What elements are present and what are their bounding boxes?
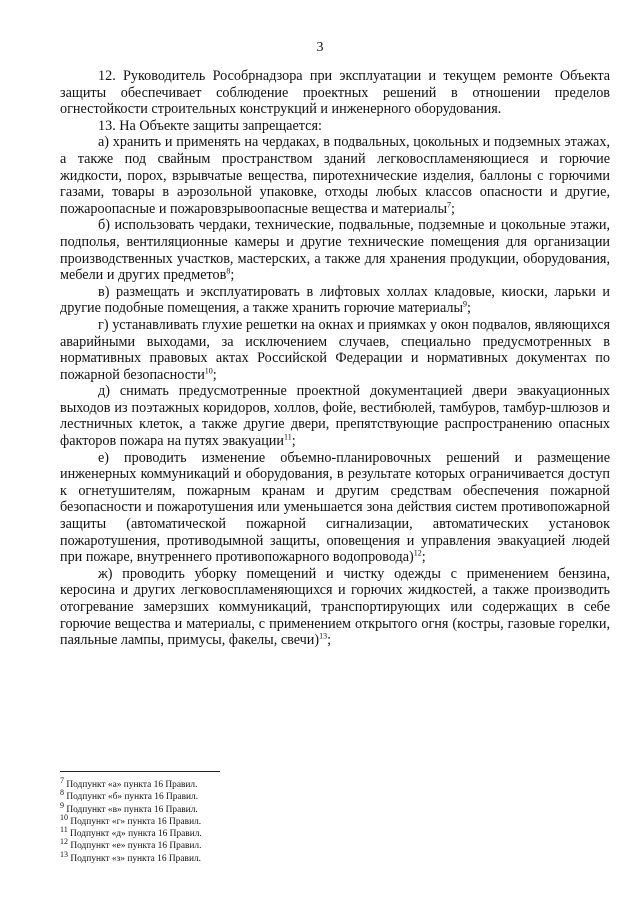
footnote-number: 13 — [60, 849, 68, 859]
paragraph-end: ; — [327, 632, 332, 649]
footnote-ref: 11 — [283, 432, 292, 442]
footnote-number: 7 — [60, 775, 64, 785]
footnote-number: 9 — [60, 800, 64, 810]
paragraph-text: в) размещать и эксплуатировать в лифтовых холлах кладовые, киоски, ларьки и другие подобные помещения, а также хранить горючие материалы — [60, 283, 610, 317]
footnote-text: Подпункт «е» пункта 16 Правил. — [68, 841, 202, 852]
list-item-zh — [60, 566, 610, 649]
paragraph-text: 12. Руководитель Рособрнадзора при эксплуатации и текущем ремонте Объекта защиты обеспечивает соблюдение проектных решений в отношении пределов огнестойкости строительных конструкций и инженерного оборудования. — [60, 68, 610, 118]
footnote-text: Подпункт «а» пункта 16 Правил. — [64, 780, 198, 790]
paragraph-13 — [60, 118, 610, 135]
footnotes — [60, 775, 460, 865]
footnote-number: 12 — [60, 837, 68, 847]
paragraph-text: д) снимать предусмотренные проектной документацией двери эвакуационных выходов из поэтажных коридоров, холлов, фойе, вестибюлей, тамбуров, тамбур-шлюзов и лестничных клеток, а также другие двери, препятствующие распространению опасных факторов пожара на путях эвакуации — [60, 383, 610, 450]
paragraph-end: ; — [230, 267, 235, 284]
paragraph-text: г) устанавливать глухие решетки на окнах и приямках у окон подвалов, являющихся аварийными выходами, за исключением случаев, специально предусмотренных в нормативных правовых актах Российской Федерации и нормативных документах по пожарной безопасности — [60, 316, 610, 383]
footnote-number: 8 — [60, 788, 64, 798]
paragraph-text: б) использовать чердаки, технические, подвальные, подземные и цокольные этажи, подполья, вентиляционные камеры и другие технические помещения для организации производственных участков, мастерских, а также для хранения продукции, оборудования, мебели и других предметов — [60, 217, 610, 284]
footnote-number: 11 — [60, 825, 68, 835]
paragraph-text: ж) проводить уборку помещений и чистку одежды с применением бензина, керосина и других легковоспламеняющихся и горючих жидкостей, а также производить отогревание замерзших коммуникаций, транспортирующих или содержащих в себе горючие вещества и материалы, с применением открытого огня (костры, газовые горелки, паяльные лампы, примусы, факелы, свечи) — [60, 565, 610, 649]
footnote-ref: 12 — [413, 548, 422, 558]
footnote-ref: 8 — [226, 266, 231, 276]
footnote — [60, 812, 460, 828]
paragraph-text: 13. На Объекте защиты запрещается: — [98, 117, 322, 134]
footnote-ref: 9 — [463, 299, 468, 309]
footnote-text: Подпункт «б» пункта 16 Правил. — [64, 792, 199, 803]
list-item-b — [60, 217, 610, 283]
footnote-ref: 7 — [447, 200, 452, 210]
footnote-number: 10 — [60, 812, 68, 822]
footnote-text: Подпункт «в» пункта 16 Правил. — [64, 804, 198, 815]
list-item-g — [60, 317, 610, 383]
body-text — [60, 68, 610, 649]
footnote-ref: 13 — [319, 631, 328, 641]
paragraph-12 — [60, 68, 610, 118]
footnote-ref: 10 — [204, 365, 213, 375]
footnote — [60, 775, 460, 791]
paragraph-end: ; — [451, 200, 455, 217]
list-item-a — [60, 134, 610, 217]
list-item-e — [60, 450, 610, 566]
footnote — [60, 788, 460, 803]
list-item-v — [60, 284, 610, 317]
footnote — [60, 837, 460, 852]
page-number: 3 — [316, 40, 324, 55]
footnote-text: Подпункт «д» пункта 16 Правил. — [67, 829, 202, 840]
footnote — [60, 825, 460, 840]
footnote-text: Подпункт «з» пункта 16 Правил. — [68, 853, 201, 864]
list-item-d — [60, 383, 610, 449]
footnote-text: Подпункт «г» пункта 16 Правил. — [68, 816, 202, 827]
paragraph-end: ; — [421, 549, 426, 566]
paragraph-end: ; — [291, 433, 296, 450]
footnote — [60, 800, 460, 816]
footnote — [60, 849, 460, 865]
paragraph-end: ; — [467, 300, 471, 317]
paragraph-end: ; — [212, 366, 217, 383]
paragraph-text: е) проводить изменение объемно-планировочных решений и размещение инженерных коммуникаций и оборудования, в результате которых ограничивается доступ к огнетушителям, пожарным кранам и другим средствам обеспечения пожарной безопасности и пожаротушения или уменьшается зона действия систем противопожарной защиты (автоматической пожарной сигнализации, автоматических установок пожаротушения, противодымной защиты, оповещения и управления эвакуацией людей при пожаре, внутреннего противопожарного водопровода) — [60, 449, 610, 566]
paragraph-text: а) хранить и применять на чердаках, в подвальных, цокольных и подземных этажах, а также под свайным пространством зданий легковоспламеняющиеся и горючие жидкости, порох, взрывчатые вещества, пиротехнические изделия, баллоны с горючими газами, товары в аэрозольной упаковке, отходы любых классов опасности и другие, пожароопасные и пожаровзрывоопасные вещества и материалы — [60, 134, 610, 217]
footnote-divider — [60, 771, 220, 772]
